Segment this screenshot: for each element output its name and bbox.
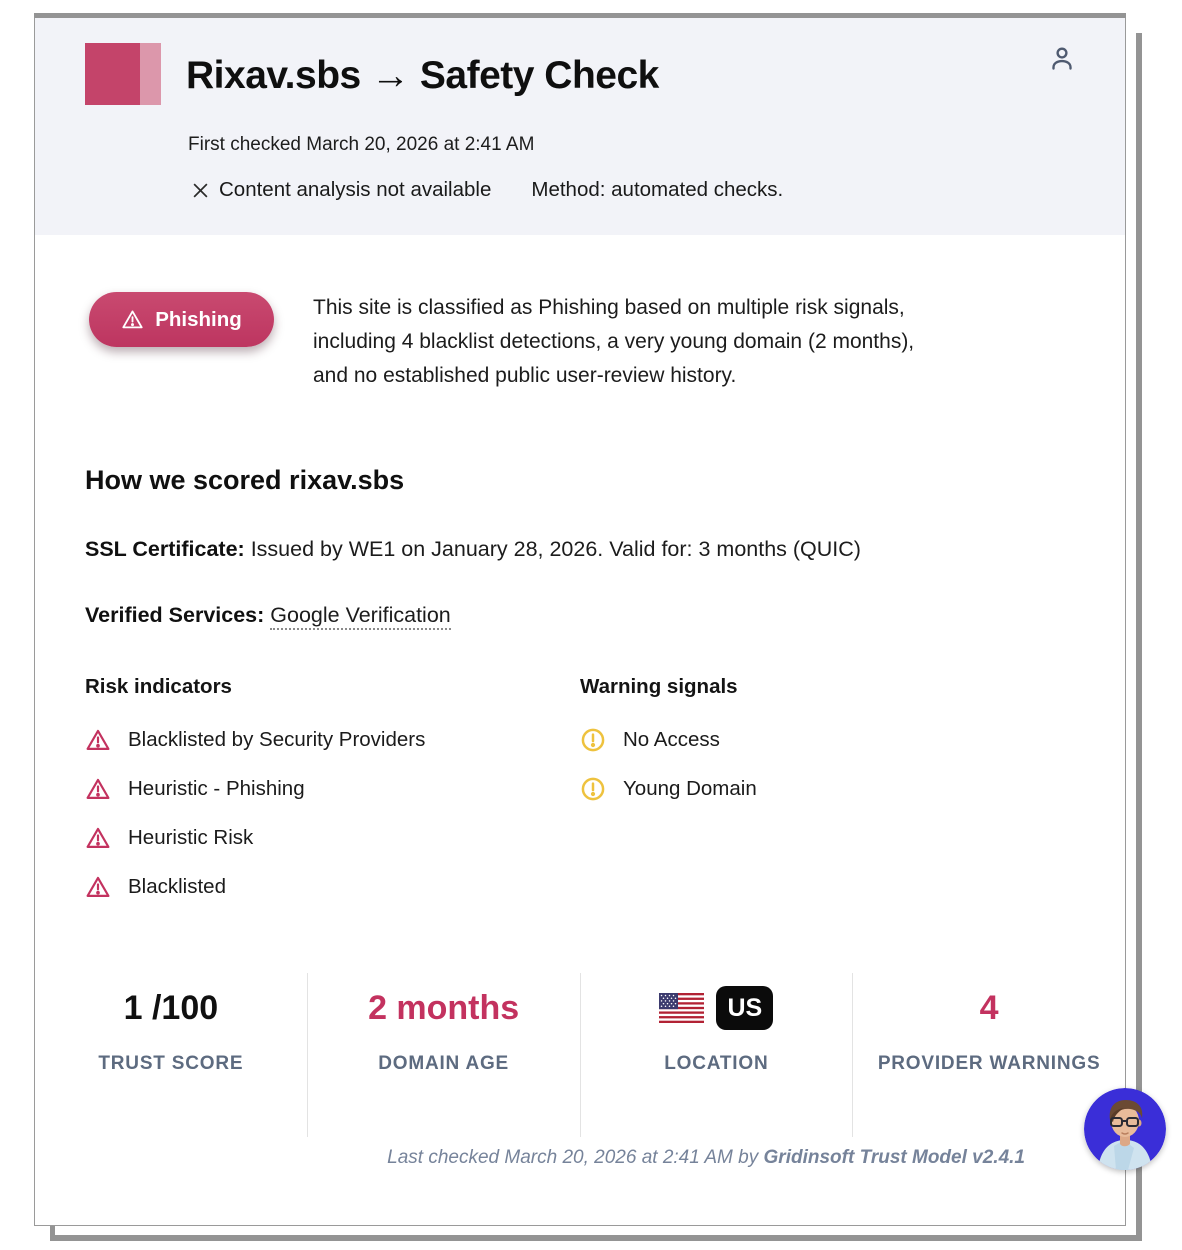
site-logo — [85, 43, 161, 105]
report-header — [35, 18, 1125, 235]
description-line: This site is classified as Phishing based on multiple risk signals, — [313, 296, 905, 319]
warning-triangle-icon — [121, 308, 144, 331]
stat-domain-age — [307, 973, 580, 1137]
warning-item-label: Young Domain — [623, 777, 757, 800]
warning-item-label: No Access — [623, 728, 720, 751]
first-checked-text: First checked March 20, 2026 at 2:41 AM — [188, 134, 535, 155]
provider-warnings-label: PROVIDER WARNINGS — [877, 1053, 1101, 1074]
ssl-certificate-row — [85, 537, 1075, 562]
risk-item-label: Blacklisted by Security Providers — [128, 728, 426, 751]
assistant-avatar[interactable] — [1084, 1088, 1166, 1170]
stat-provider-warnings — [852, 973, 1125, 1137]
list-item — [85, 874, 580, 900]
method-text: Method: automated checks. — [531, 178, 784, 201]
header-status-row — [192, 178, 783, 202]
verified-services-label: Verified Services: — [85, 603, 265, 627]
scoring-heading: How we scored rixav.sbs — [85, 465, 405, 495]
last-checked-text: Last checked March 20, 2026 at 2:41 AM by — [387, 1147, 764, 1168]
location-value — [659, 987, 773, 1029]
stats-row — [35, 973, 1125, 1137]
list-item — [580, 776, 1000, 802]
list-item — [85, 825, 580, 851]
x-icon — [192, 182, 209, 199]
google-verification-link[interactable]: Google Verification — [270, 603, 450, 630]
ssl-value: Issued by WE1 on January 28, 2026. Valid for: 3 months (QUIC) — [250, 537, 861, 561]
last-checked-footer — [85, 1147, 1075, 1169]
trust-score-value: 1 /100 — [123, 989, 219, 1027]
risk-indicators-heading: Risk indicators — [85, 675, 232, 698]
ssl-label: SSL Certificate: — [85, 537, 245, 561]
risk-item-label: Blacklisted — [128, 875, 226, 898]
warning-signals-heading: Warning signals — [580, 675, 738, 698]
warning-signals-list — [580, 727, 1000, 802]
stat-trust-score — [35, 973, 307, 1137]
user-account-icon[interactable] — [1047, 44, 1077, 74]
card-frame-corner — [50, 1226, 55, 1235]
domain-age-value: 2 months — [368, 989, 520, 1027]
classification-row — [85, 291, 1075, 393]
trust-score-label: TRUST SCORE — [98, 1053, 244, 1074]
report-body — [35, 291, 1125, 1169]
phishing-badge — [89, 292, 274, 347]
list-item — [85, 776, 580, 802]
content-analysis-text: Content analysis not available — [219, 178, 492, 201]
stat-location — [580, 973, 853, 1137]
classification-description — [313, 291, 914, 393]
exclamation-circle-icon — [580, 727, 606, 753]
warning-triangle-icon — [85, 874, 111, 900]
risk-indicators-list — [85, 727, 580, 900]
warning-signals-column — [580, 675, 1000, 923]
exclamation-circle-icon — [580, 776, 606, 802]
avatar-illustration — [1084, 1088, 1166, 1170]
card-frame-bottom — [50, 1235, 1142, 1241]
warning-triangle-icon — [85, 825, 111, 851]
trust-model-name: Gridinsoft Trust Model v2.4.1 — [763, 1147, 1025, 1168]
location-label: LOCATION — [664, 1053, 769, 1074]
logo-right-block — [140, 43, 161, 105]
logo-left-block — [85, 43, 140, 105]
list-item — [85, 727, 580, 753]
list-item — [580, 727, 1000, 753]
us-flag-icon — [659, 993, 704, 1023]
risk-indicators-column — [85, 675, 580, 923]
card-frame-right — [1136, 33, 1142, 1241]
provider-warnings-value: 4 — [979, 989, 999, 1027]
warning-triangle-icon — [85, 776, 111, 802]
signals-columns — [85, 675, 1075, 923]
warning-triangle-icon — [85, 727, 111, 753]
safety-report-card — [34, 18, 1126, 1226]
country-code-badge: US — [716, 986, 773, 1030]
verified-services-row — [85, 603, 1075, 628]
risk-item-label: Heuristic - Phishing — [128, 777, 305, 800]
description-line: including 4 blacklist detections, a very young domain (2 months), — [313, 330, 915, 353]
page-title: Rixav.sbs → Safety Check — [186, 54, 659, 97]
description-line: and no established public user-review history. — [313, 364, 737, 387]
domain-age-label: DOMAIN AGE — [378, 1053, 510, 1074]
risk-item-label: Heuristic Risk — [128, 826, 254, 849]
badge-label: Phishing — [155, 307, 242, 331]
